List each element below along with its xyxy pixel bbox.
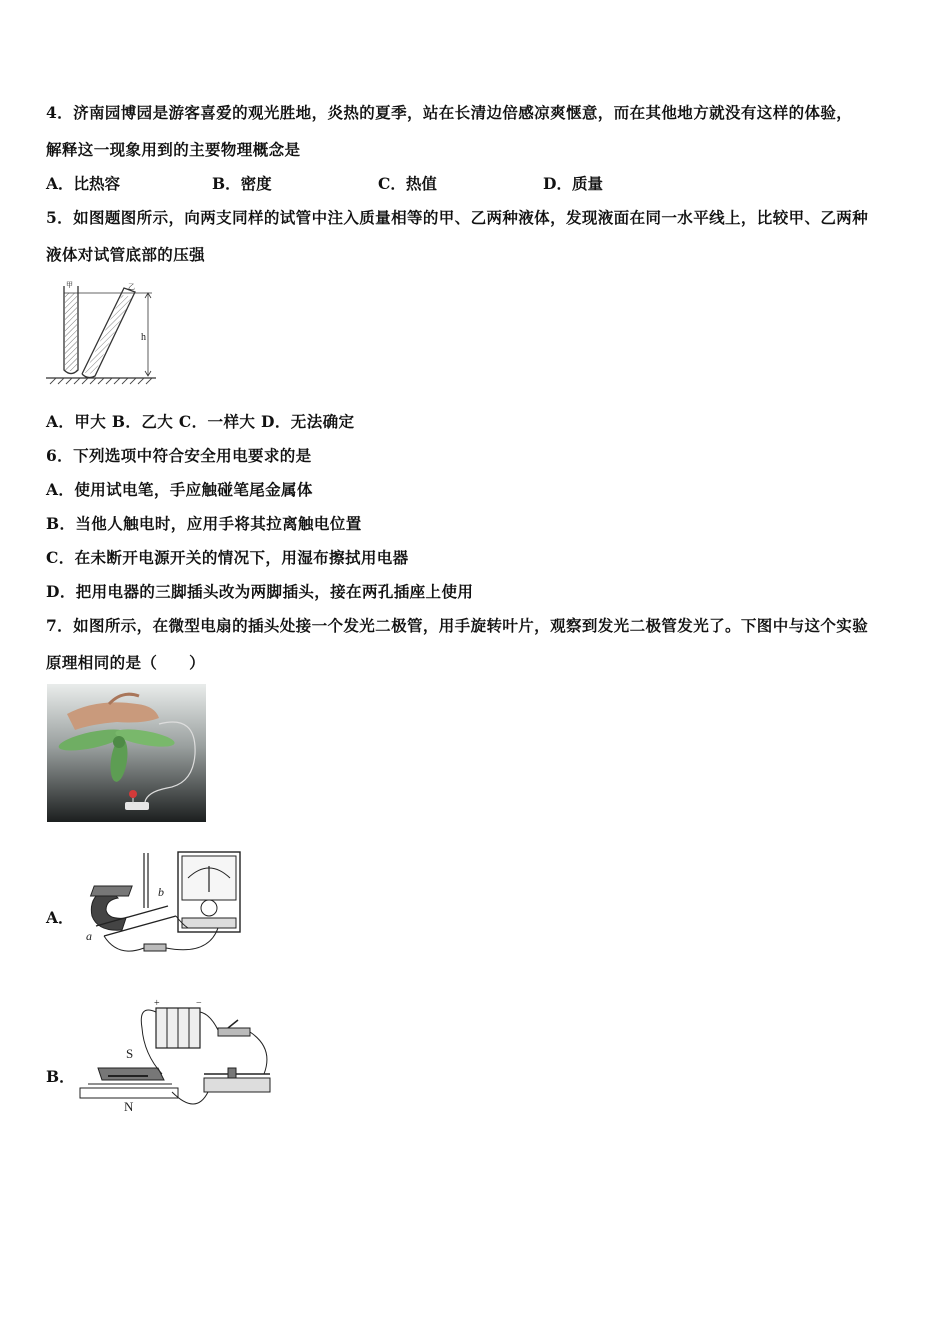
- q7-option-a-label: A．: [46, 908, 74, 927]
- test-tubes-figure: [44, 278, 159, 386]
- q6-option-b: B．当他人触电时，应用手将其拉离触电位置: [46, 514, 362, 533]
- plug: [125, 802, 149, 810]
- label-n: N: [124, 1099, 134, 1114]
- label-minus: −: [196, 998, 202, 1009]
- label-b: b: [158, 885, 164, 899]
- q4-option-b: B．密度: [212, 174, 272, 193]
- switch-b: [218, 1028, 250, 1036]
- q4-option-a: A．比热容: [46, 174, 121, 193]
- q5-options: A．甲大 B．乙大 C．一样大 D．无法确定: [46, 412, 355, 431]
- q4-stem-line1: 4．济南园博园是游客喜爱的观光胜地，炎热的夏季，站在长清边倍感凉爽惬意，而在其他地方就没有这样的体验，: [46, 103, 853, 122]
- fan-led-photo: [47, 684, 206, 822]
- q7-option-b-label: B．: [46, 1067, 75, 1086]
- q6-option-a: A．使用试电笔，手应触碰笔尾金属体: [46, 480, 313, 499]
- q5-stem-line2: 液体对试管底部的压强: [46, 245, 206, 264]
- q4-option-c: C．热值: [378, 174, 437, 193]
- label-yi: 乙: [128, 283, 135, 291]
- switch: [144, 944, 166, 951]
- q6-option-d: D．把用电器的三脚插头改为两脚插头，接在两孔插座上使用: [46, 582, 474, 601]
- rheostat: [204, 1078, 270, 1092]
- label-a: a: [86, 929, 92, 943]
- q6-option-c: C．在未断开电源开关的情况下，用湿布擦拭用电器: [46, 548, 409, 567]
- option-a-figure: [78, 848, 254, 970]
- label-h: h: [141, 332, 146, 343]
- liquid-jia: [65, 293, 77, 371]
- magnet-b: [98, 1068, 164, 1080]
- fan-hub: [113, 736, 125, 748]
- label-plus: +: [154, 998, 160, 1009]
- q5-stem-line1: 5．如图题图所示，向两支同样的试管中注入质量相等的甲、乙两种液体，发现液面在同一水平线上，比较甲、乙两种: [46, 208, 869, 227]
- liquid-yi: [85, 295, 132, 374]
- base-board: [80, 1088, 178, 1098]
- option-b-figure: [78, 998, 278, 1132]
- label-jia: 甲: [66, 281, 73, 289]
- q6-stem: 6．下列选项中符合安全用电要求的是: [46, 446, 312, 465]
- led: [129, 790, 137, 798]
- q7-stem-line1: 7．如图所示，在微型电扇的插头处接一个发光二极管，用手旋转叶片，观察到发光二极管发光了。下图中与这个实验: [46, 616, 869, 635]
- q7-stem-line2: 原理相同的是（ ）: [46, 653, 206, 672]
- label-s: S: [126, 1046, 134, 1061]
- q4-stem-line2: 解释这一现象用到的主要物理概念是: [46, 140, 301, 159]
- q4-option-d: D．质量: [543, 174, 603, 193]
